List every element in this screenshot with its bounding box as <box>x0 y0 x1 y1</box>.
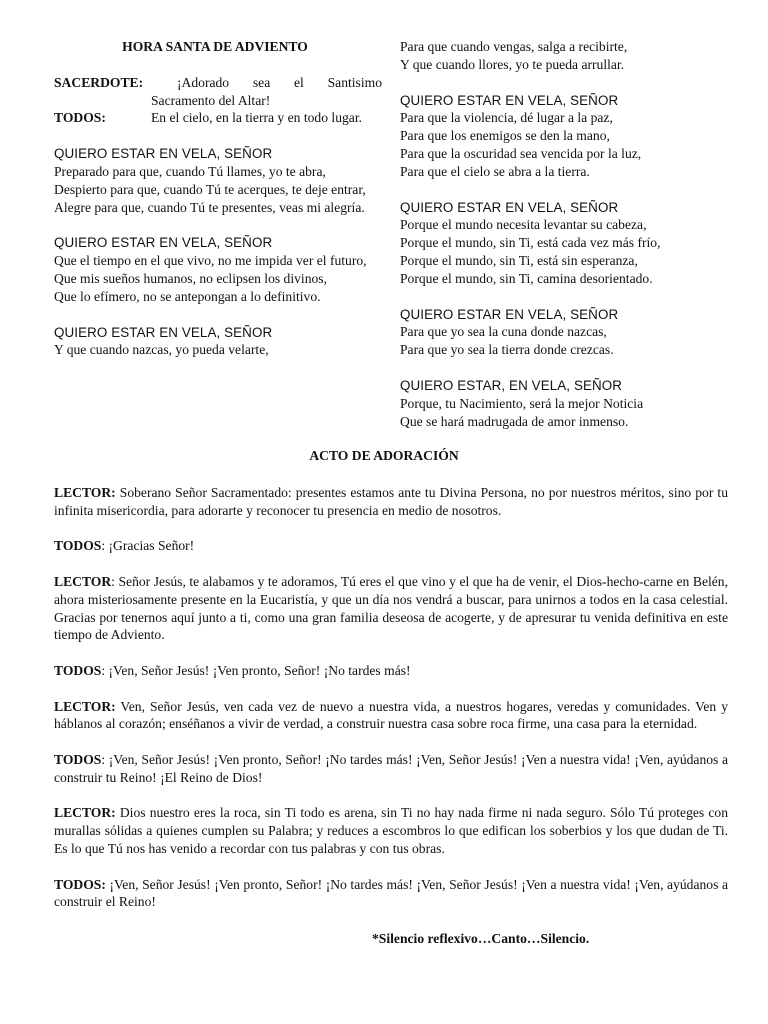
stanza-line: Despierto para que, cuando Tú te acerques, te deje entrar, <box>54 181 366 197</box>
stanza <box>54 145 382 216</box>
paragraph-text: : ¡Ven, Señor Jesús! ¡Ven pronto, Señor! ¡No tardes más! ¡Ven, Señor Jesús! ¡Ven a nuestra vida! ¡Ven, ayúdanos a construir tu Reino! ¡El Reino de Dios! <box>54 751 728 785</box>
paragraph-text: : ¡Gracias Señor! <box>101 538 195 554</box>
stanza-heading: QUIERO ESTAR, EN VELA, SEÑOR <box>400 377 623 393</box>
paragraph <box>54 876 728 912</box>
stanza-line: Porque el mundo, sin Ti, camina desorientado. <box>400 270 653 286</box>
role-label: TODOS <box>54 662 102 678</box>
role-label: TODOS: <box>54 110 106 126</box>
stanza-line: Que el tiempo en el que vivo, no me impida ver el futuro, <box>54 253 367 269</box>
left-column <box>54 38 382 359</box>
stanza-line: Que mis sueños humanos, no eclipsen los divinos, <box>54 270 327 286</box>
opening-text: ¡Adorado sea el Santisimo Sacramento del Altar! <box>151 74 382 108</box>
stanza <box>400 199 720 288</box>
paragraph <box>54 804 728 857</box>
opening-text: En el cielo, en la tierra y en todo lugar. <box>151 110 363 126</box>
stanza <box>400 306 720 359</box>
paragraph-text: : ¡Ven, Señor Jesús! ¡Ven pronto, Señor! ¡No tardes más! <box>101 662 411 678</box>
paragraph-text: Dios nuestro eres la roca, sin Ti todo es arena, sin Ti no hay nada firme ni nada seguro. Sólo Tú proteges con murallas sólidas a quienes cumplen su Palabra; y reduces a escombros lo que edifican los soberbios y los que dudan de Ti. Es lo que Tú nos has venido a recordar con tus palabras y con tus obras. <box>54 805 728 856</box>
stanza <box>54 234 382 305</box>
stanza <box>400 92 720 181</box>
adoration-body <box>54 484 728 929</box>
stanza-line: Para que la violencia, dé lugar a la paz, <box>400 110 613 126</box>
paragraph-text: Ven, Señor Jesús, ven cada vez de nuevo a nuestra vida, a nuestros hogares, veredas y comunidades. Ven y háblanos al corazón; enséñanos a vivir de verdad, a construir nuestra casa sobre roca firme, una casa para la eternidad. <box>54 698 728 732</box>
stanza-line: Para que cuando vengas, salga a recibirte, <box>400 39 628 54</box>
opening-line-priest <box>54 74 382 110</box>
stanza <box>400 377 720 430</box>
stanza-heading: QUIERO ESTAR EN VELA, SEÑOR <box>400 199 619 215</box>
paragraph-text: : Señor Jesús, te alabamos y te adoramos, Tú eres el que vino y el que ha de venir, el Dios-hecho-carne en Belén, ahora misteriosamente presente en la Eucaristía, y que un día nos vendrá a buscar, para unirnos a todos en la casa celestial. Gracias por tenernos aquí junto a ti, como una gran familia deseosa de acogerte, y de apresurar tu venida definitiva en este tiempo de Adviento. <box>54 573 728 643</box>
role-label: SACERDOTE: <box>54 74 144 90</box>
stanza-line: Para que el cielo se abra a la tierra. <box>400 163 590 179</box>
stanza-heading: QUIERO ESTAR EN VELA, SEÑOR <box>54 146 273 162</box>
stanza-line: Para que los enemigos se den la mano, <box>400 128 610 144</box>
role-label: LECTOR <box>54 573 112 589</box>
role-label: LECTOR: <box>54 805 116 821</box>
stanza <box>54 324 382 360</box>
stanza-line: Para que yo sea la cuna donde nazcas, <box>400 324 607 340</box>
stanza-heading: QUIERO ESTAR EN VELA, SEÑOR <box>400 306 619 322</box>
stanza-line: Porque el mundo, sin Ti, está sin esperanza, <box>400 252 638 268</box>
paragraph <box>54 662 728 680</box>
stanza-line: Que lo efímero, no se antepongan a lo definitivo. <box>54 288 321 304</box>
stanza-heading: QUIERO ESTAR EN VELA, SEÑOR <box>400 92 619 108</box>
stanza-line: Y que cuando llores, yo te pueda arrullar. <box>400 56 625 72</box>
stanza-heading: QUIERO ESTAR EN VELA, SEÑOR <box>54 324 273 340</box>
stanza-line: Para que yo sea la tierra donde crezcas. <box>400 342 614 358</box>
right-column <box>400 38 720 430</box>
section-title: ACTO DE ADORACIÓN <box>309 448 459 463</box>
stanza-line: Porque, tu Nacimiento, será la mejor Noticia <box>400 395 644 411</box>
stanza-line: Porque el mundo, sin Ti, está cada vez más frío, <box>400 235 661 251</box>
closing-instruction: *Silencio reflexivo…Canto…Silencio. <box>372 931 590 946</box>
stanza-line: Alegre para que, cuando Tú te presentes, veas mi alegría. <box>54 199 365 215</box>
paragraph <box>54 751 728 787</box>
paragraph-text: ¡Ven, Señor Jesús! ¡Ven pronto, Señor! ¡No tardes más! ¡Ven, Señor Jesús! ¡Ven a nuestra vida! ¡Ven, ayúdanos a construir el Reino! <box>54 876 728 910</box>
document-title: HORA SANTA DE ADVIENTO <box>122 39 308 54</box>
paragraph <box>54 573 728 644</box>
stanza-line: Y que cuando nazcas, yo pueda velarte, <box>54 342 269 358</box>
stanza-line: Para que la oscuridad sea vencida por la luz, <box>400 145 642 161</box>
stanza-line: Porque el mundo necesita levantar su cabeza, <box>400 217 647 233</box>
stanza <box>400 38 720 74</box>
stanza-line: Que se hará madrugada de amor inmenso. <box>400 413 629 429</box>
role-label: TODOS <box>54 538 102 554</box>
paragraph <box>54 537 728 555</box>
role-label: LECTOR: <box>54 698 116 714</box>
role-label: TODOS: <box>54 876 106 892</box>
opening-line-all <box>54 109 382 127</box>
stanza-line: Preparado para que, cuando Tú llames, yo te abra, <box>54 163 326 179</box>
paragraph <box>54 484 728 520</box>
paragraph-text: Soberano Señor Sacramentado: presentes estamos ante tu Divina Persona, no por nuestros méritos, sino por tu infinita misericordia, para adorarte y reconocer tu presencia en medio de nosotros. <box>54 485 728 518</box>
stanza-heading: QUIERO ESTAR EN VELA, SEÑOR <box>54 235 273 251</box>
paragraph <box>54 698 728 734</box>
role-label: LECTOR: <box>54 485 116 500</box>
role-label: TODOS <box>54 751 102 767</box>
